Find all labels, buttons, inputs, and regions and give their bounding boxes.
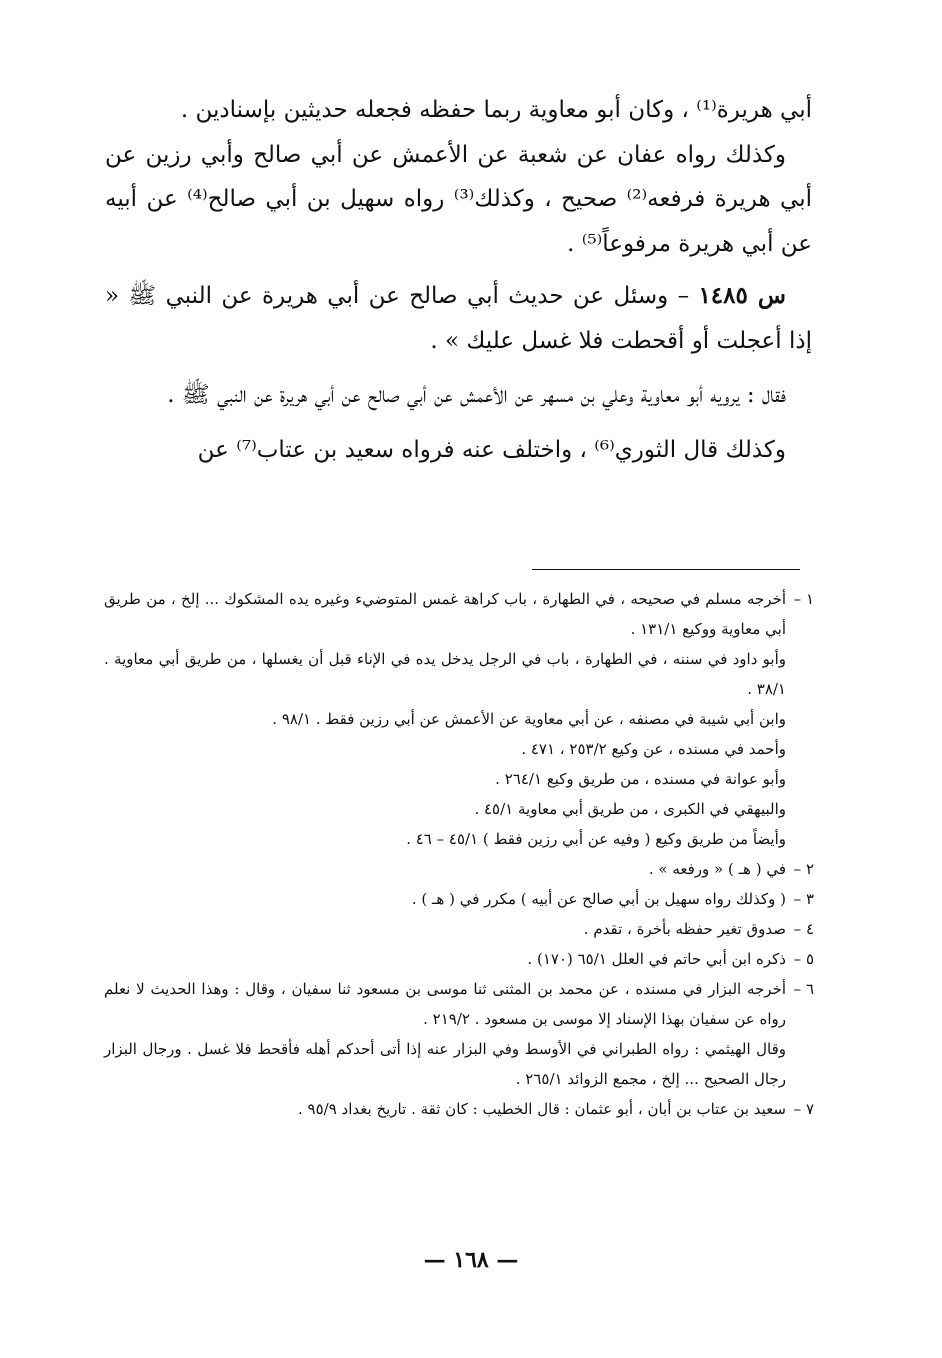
footnote-number: ٣ – (793, 890, 814, 908)
footnote-7 (104, 1094, 812, 1124)
page-number: — ١٦٨ — (423, 1247, 519, 1273)
question-1485 (105, 274, 812, 363)
footnote-number: ٤ – (793, 920, 814, 938)
paragraph-continuation: أبي هريرة⁽¹⁾ ، وكان أبو معاوية ربما حفظه فجعله حديثين بإسنادين . (180, 97, 812, 123)
footnote-number: ٧ – (793, 1100, 814, 1118)
footnote-separator (532, 569, 800, 570)
footnote-1-continuation: وأحمد في مسنده ، عن وكيع ٢٥٣/٢ ، ٤٧١ . (521, 740, 786, 758)
footnote-6 (104, 974, 812, 1034)
footnote-2 (104, 854, 812, 884)
footnote-1-continuation: وأيضاً من طريق وكيع ( وفيه عن أبي رزين فقط ) ٤٥/١ – ٤٦ . (406, 830, 786, 848)
footnote-4 (104, 914, 812, 944)
footnote-number: ٥ – (793, 950, 814, 968)
footnote-text: أخرجه البزار في مسنده ، عن محمد بن المثنى ثنا موسى بن مسعود ثنا سفيان ، وقال : وهذا الحديث لا نعلم رواه عن سفيان بهذا الإسناد إلا موسى بن مسعود . ٢١٩/٢ . (104, 980, 786, 1028)
footnote-text: ذكره ابن أبي حاتم في العلل ٦٥/١ (١٧٠) . (527, 950, 786, 968)
footnote-text: ( وكذلك رواه سهيل بن أبي صالح عن أبيه ) مكرر في ( هـ ) . (411, 890, 786, 908)
paragraph-affan: وكذلك رواه عفان عن شعبة عن الأعمش عن أبي صالح وأبي رزين عن أبي هريرة فرفعه⁽²⁾ صحيح ، وكذلك⁽³⁾ رواه سهيل بن أبي صالح⁽⁴⁾ عن أبيه عن أبي هريرة مرفوعاً⁽⁵⁾ . (105, 141, 812, 257)
question-number: س ١٤٨٥ (698, 282, 786, 309)
footnote-number: ١ – (793, 590, 814, 608)
footnote-text: أخرجه مسلم في صحيحه ، في الطهارة ، باب كراهة غمس المتوضيء وغيره يده المشكوك ... إلخ ، من طريق أبي معاوية ووكيع ١٣١/١ . (104, 590, 786, 638)
footnote-1-continuation: وأبو عوانة في مسنده ، من طريق وكيع ٢٦٤/١ . (495, 770, 786, 788)
footnote-text: صدوق تغير حفظه بأخرة ، تقدم . (583, 920, 786, 938)
footnote-5 (104, 944, 812, 974)
footnotes (104, 584, 812, 1124)
question-text: – وسئل عن حديث أبي صالح عن أبي هريرة عن النبي ﷺ « إذا أعجلت أو أقحطت فلا غسل عليك » . (105, 283, 812, 354)
footnote-3 (104, 884, 812, 914)
paragraph-thawri: وكذلك قال الثوري⁽⁶⁾ ، واختلف عنه فرواه سعيد بن عتاب⁽⁷⁾ عن (197, 436, 786, 463)
footnote-text: سعيد بن عتاب بن أبان ، أبو عثمان : قال الخطيب : كان ثقة . تاريخ بغداد ٩٥/٩ . (298, 1100, 786, 1118)
main-text (105, 88, 812, 472)
footnote-1-continuation: وابن أبي شيبة في مصنفه ، عن أبي معاوية عن الأعمش عن أبي رزين فقط . ٩٨/١ . (272, 710, 786, 728)
footnote-text: في ( هـ ) « ورفعه » . (648, 860, 786, 878)
answer-paragraph: فقال : يرويه أبو معاوية وعلي بن مسهر عن الأعمش عن أبي صالح عن أبي هريرة عن النبي ﷺ . (167, 382, 786, 408)
footnote-1 (104, 584, 812, 644)
footnote-6-continuation: وقال الهيثمي : رواه الطبراني في الأوسط وفي البزار عنه إذا أتى أحدكم أهله فأقحط فلا غسل . ورجال البزار رجال الصحيح ... إلخ ، مجمع الزوائد ٢٦٥/١ . (104, 1040, 786, 1088)
footnote-number: ٢ – (793, 860, 814, 878)
footnote-1-continuation: وأبو داود في سننه ، في الطهارة ، باب في الرجل يدخل يده في الإناء قبل أن يغسلها ، من طريق أبي معاوية . ٣٨/١ . (104, 650, 786, 698)
footnote-1-continuation: والبيهقي في الكبرى ، من طريق أبي معاوية ٤٥/١ . (474, 800, 786, 818)
footnote-number: ٦ – (793, 980, 814, 998)
